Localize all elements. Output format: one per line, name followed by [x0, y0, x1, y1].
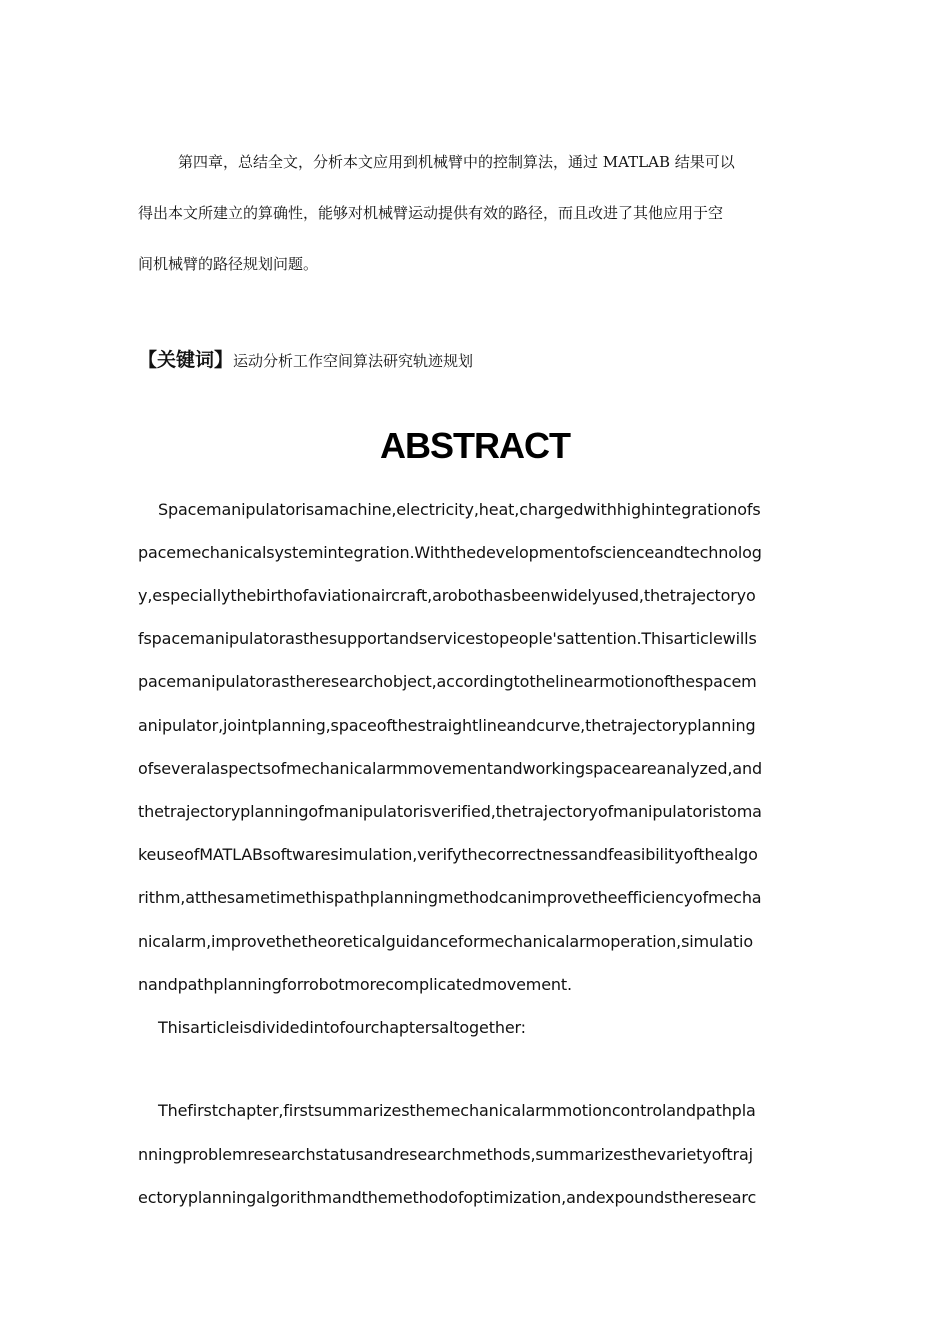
keywords-label: 【关键词】 [138, 349, 234, 371]
chapters-intro: Thisarticleisdividedintofourchaptersaltogether: [158, 1018, 526, 1037]
abstract-line: ofseveralaspectsofmechanicalarmmovementandworkingspaceareanalyzed,and [138, 759, 763, 778]
abstract-line: nandpathplanningforrobotmorecomplicatedmovement. [138, 975, 572, 994]
abstract-line: rithm,atthesametimethispathplanningmethodcanimprovetheefficiencyofmecha [138, 888, 762, 907]
cn-paragraph-line-1: 第四章，总结全文，分析本文应用到机械臂中的控制算法，通过 MATLAB 结果可以 [178, 153, 735, 171]
abstract-line: y,especiallythebirthofaviationaircraft,arobothasbeenwidelyused,thetrajectoryo [138, 586, 756, 605]
abstract-line: pacemechanicalsystemintegration.Withthedevelopmentofscienceandtechnolog [138, 543, 762, 562]
abstract-line: anipulator,jointplanning,spaceofthestraightlineandcurve,thetrajectoryplanning [138, 716, 756, 735]
keywords-text: 运动分析工作空间算法研究轨迹规划 [233, 352, 474, 370]
abstract-line: Spacemanipulatorisamachine,electricity,heat,chargedwithhighintegrationofs [158, 500, 761, 519]
abstract-line: thetrajectoryplanningofmanipulatorisverified,thetrajectoryofmanipulatoristoma [138, 802, 762, 821]
chapter1-line: ectoryplanningalgorithmandthemethodofoptimization,andexpoundstheresearc [138, 1188, 757, 1207]
keywords-line [138, 345, 473, 372]
cn-paragraph-line-2: 得出本文所建立的算确性，能够对机械臂运动提供有效的路径，而且改进了其他应用于空 [138, 204, 724, 222]
chapter1-line: nningproblemresearchstatusandresearchmethods,summarizesthevarietyoftraj [138, 1145, 753, 1164]
cn-paragraph-line-3: 间机械臂的路径规划问题。 [138, 255, 319, 273]
chapter1-line: Thefirstchapter,firstsummarizesthemechanicalarmmotioncontrolandpathpla [158, 1101, 756, 1120]
abstract-line: pacemanipulatorastheresearchobject,accordingtothelinearmotionofthespacem [138, 672, 757, 691]
abstract-line: nicalarm,improvethetheoreticalguidanceformechanicalarmoperation,simulatio [138, 932, 753, 951]
abstract-line: keuseofMATLABsoftwaresimulation,verifythecorrectnessandfeasibilityofthealgo [138, 845, 758, 864]
abstract-line: fspacemanipulatorasthesupportandservicestopeople'sattention.Thisarticlewills [138, 629, 757, 648]
abstract-title: ABSTRACT [380, 425, 570, 466]
